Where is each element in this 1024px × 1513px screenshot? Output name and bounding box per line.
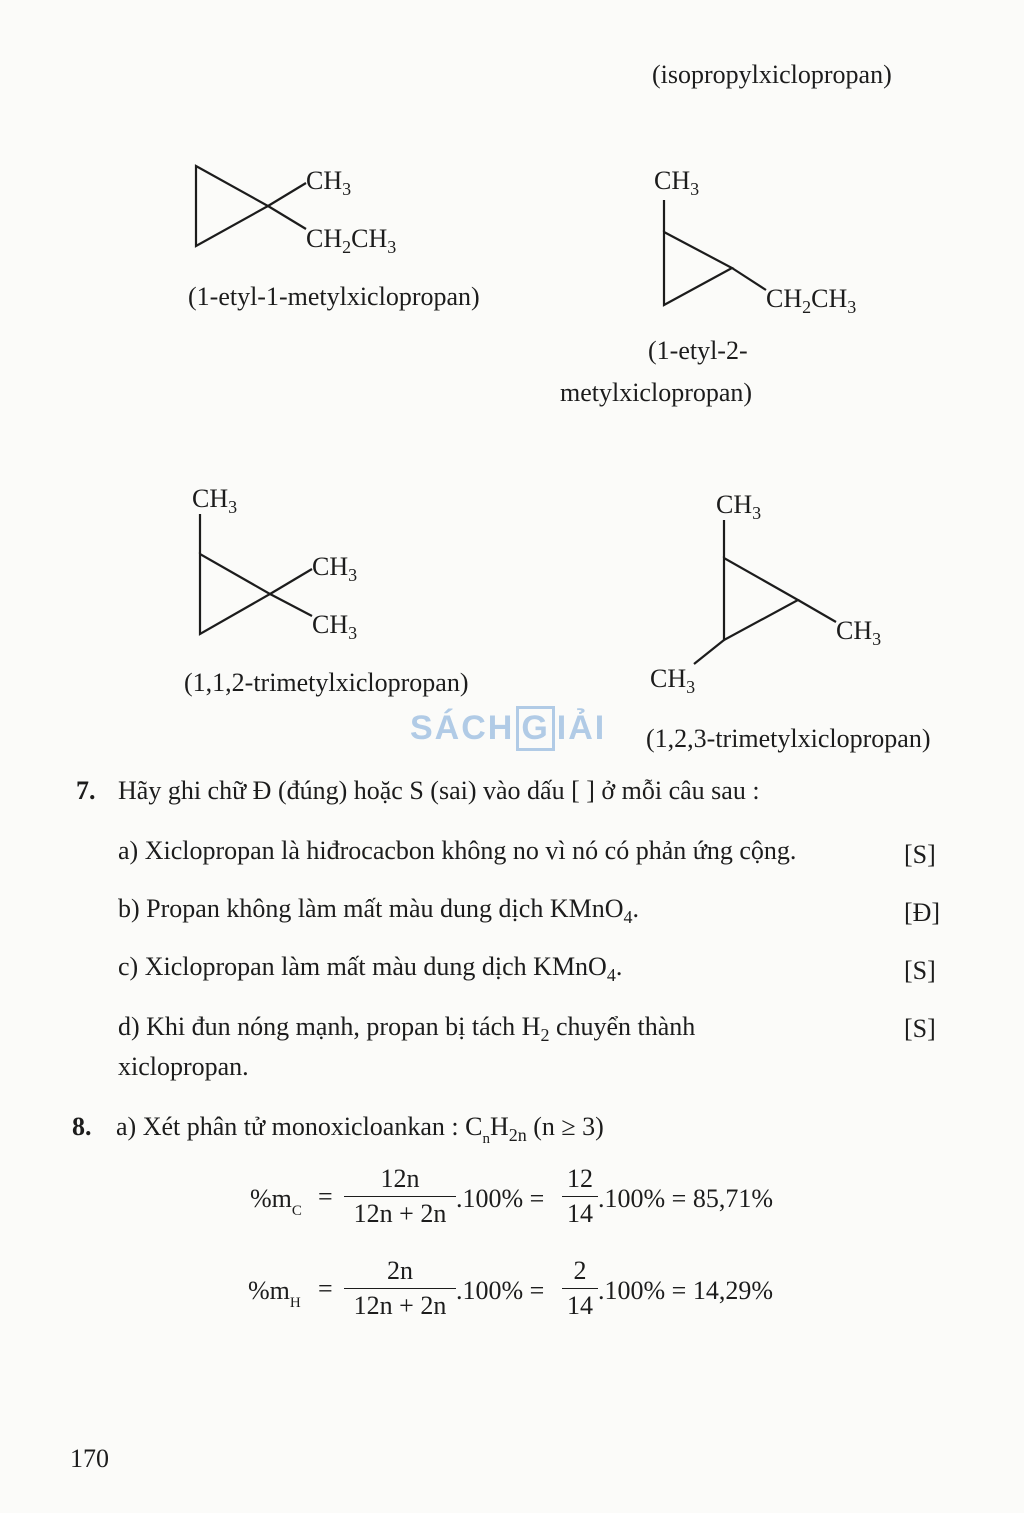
q7-answer-d: [S]	[904, 1014, 936, 1043]
structure-3-caption: (1,1,2-trimetylxiclopropan)	[184, 668, 469, 697]
structure-1-caption: (1-etyl-1-metylxiclopropan)	[188, 282, 480, 311]
q7-item-a: a) Xiclopropan là hiđrocacbon không no vì nó có phản ứng cộng.	[118, 836, 797, 865]
q7-answer-a: [S]	[904, 840, 936, 869]
q7-item-c: c) Xiclopropan làm mất màu dung dịch KMnO$_4$.	[118, 952, 623, 985]
structure-3-ch3-mid-b: $CH_3$	[312, 610, 358, 643]
eq1-fraction-2: $\frac{12}{14}$	[562, 1164, 598, 1229]
structure-1-ch2ch3: $CH_2CH_3$	[306, 224, 397, 257]
eq2-mid: .100% =	[456, 1276, 545, 1305]
eq1-result: .100% = 85,71%	[598, 1184, 773, 1213]
structure-1-ch3: $CH_3$	[306, 166, 352, 199]
q7-number: 7.	[76, 776, 96, 805]
eq1-mid: .100% =	[456, 1184, 545, 1213]
q8-number: 8.	[72, 1112, 92, 1141]
structure-3-ch3-top: $CH_3$	[192, 484, 238, 517]
structure-2-caption-line1: (1-etyl-2-	[648, 336, 748, 365]
q7-answer-c: [S]	[904, 956, 936, 985]
structure-4-caption: (1,2,3-trimetylxiclopropan)	[646, 724, 931, 753]
structure-4-diagram	[0, 0, 1, 1]
eq2-fraction-1: $\frac{2n}{12n + 2n}$	[344, 1256, 456, 1321]
structure-2-ch2ch3: $CH_2CH_3$	[766, 284, 857, 317]
structure-3-ch3-mid-a: $CH_3$	[312, 552, 358, 585]
eq2-lhs: $\%m_H$	[248, 1276, 301, 1311]
page-number: 170	[70, 1444, 109, 1473]
structure-4-ch3-right: $CH_3$	[836, 616, 882, 649]
eq1-fraction-1: $\frac{12n}{12n + 2n}$	[344, 1164, 456, 1229]
q7-answer-b: [Đ]	[904, 898, 941, 927]
structure-4-ch3-top: $CH_3$	[716, 490, 762, 523]
q7-item-d-line2: xiclopropan.	[118, 1052, 249, 1081]
watermark-logo: SÁCH G IẢI	[410, 706, 606, 751]
eq2-result: .100% = 14,29%	[598, 1276, 773, 1305]
eq2-fraction-2: $\frac{2}{14}$	[562, 1256, 598, 1321]
q8-intro: a) Xét phân tử monoxicloankan : $C_nH_{2n}$ (n ≥ 3)	[116, 1112, 604, 1147]
structure-2-ch3: $CH_3$	[654, 166, 700, 199]
q7-item-b: b) Propan không làm mất màu dung dịch KMnO$_4$.	[118, 894, 639, 927]
eq1-equals: =	[318, 1182, 333, 1211]
isopropyl-caption: (isopropylxiclopropan)	[652, 60, 892, 89]
eq2-equals: =	[318, 1274, 333, 1303]
structure-2-caption-line2: metylxiclopropan)	[560, 378, 753, 407]
q7-item-d: d) Khi đun nóng mạnh, propan bị tách $H_2$ chuyển thành	[118, 1012, 696, 1045]
eq1-lhs: $\%m_C$	[250, 1184, 302, 1219]
structure-4-ch3-bottom: $CH_3$	[650, 664, 696, 697]
q7-prompt: Hãy ghi chữ Đ (đúng) hoặc S (sai) vào dấu [ ] ở mỗi câu sau :	[118, 776, 760, 805]
